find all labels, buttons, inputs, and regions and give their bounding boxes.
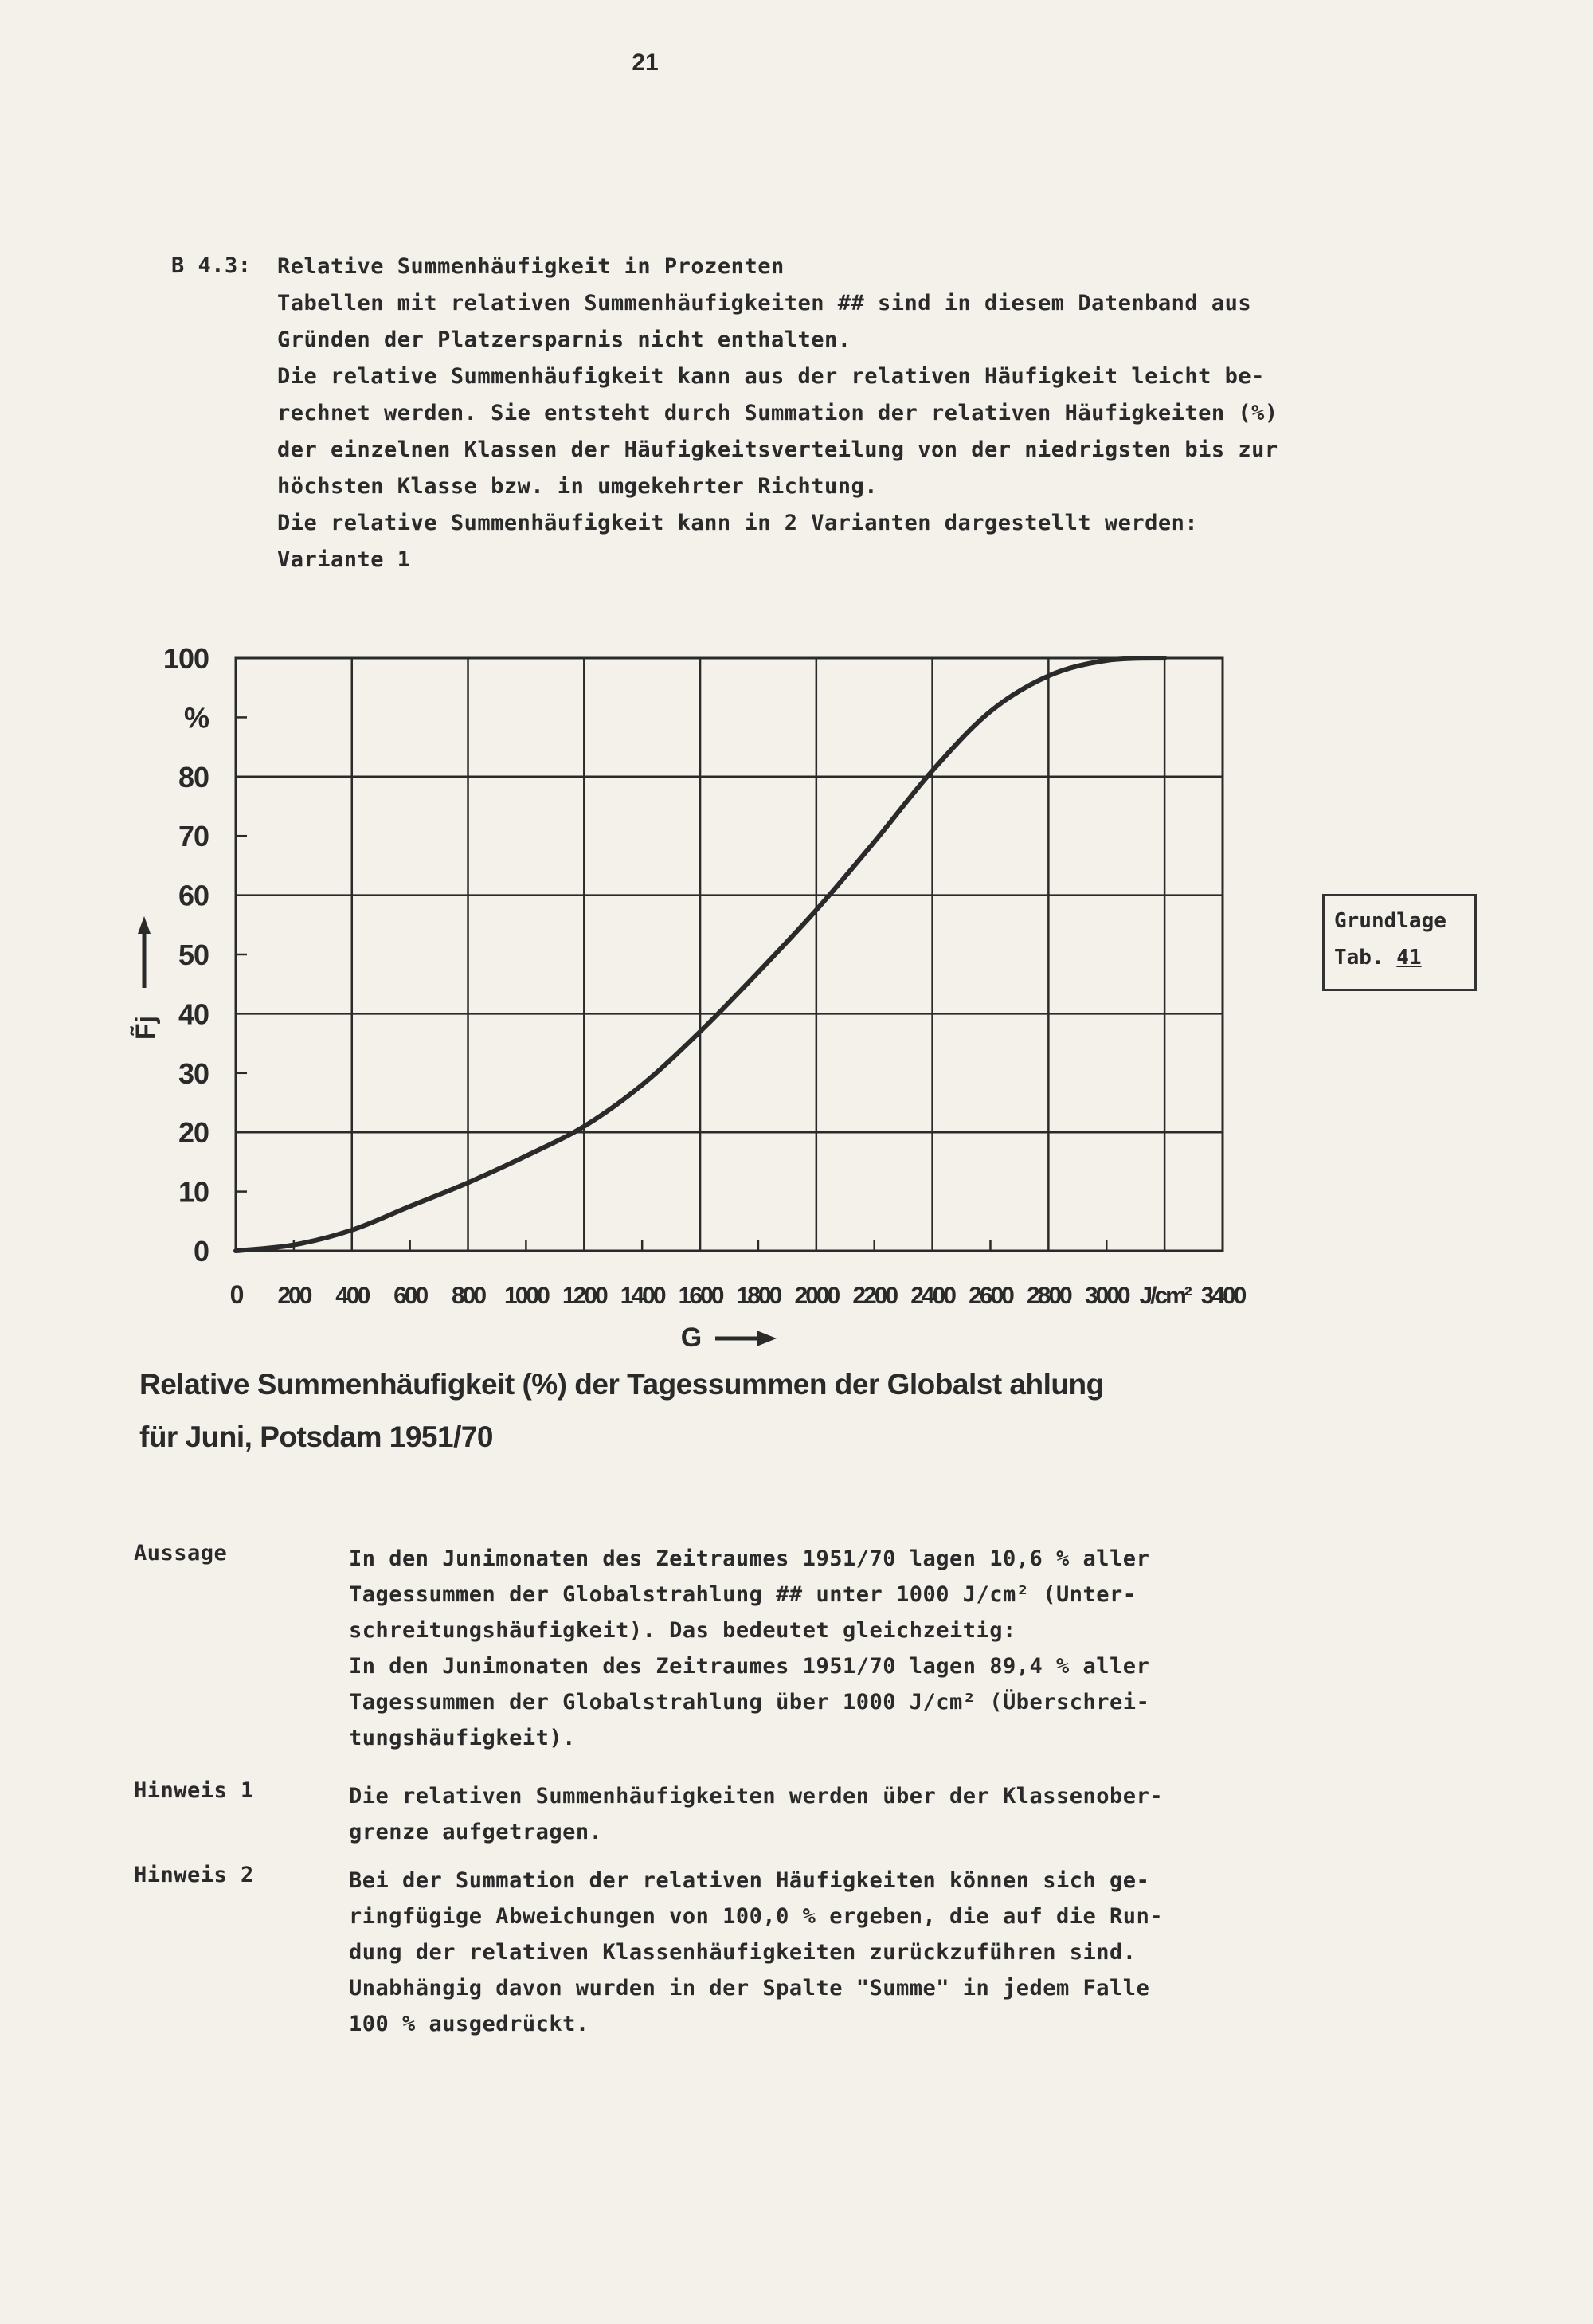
y-tick-label: 40 — [178, 997, 209, 1031]
paragraph-line: Die relative Summenhäufigkeit kann aus der relativen Häufigkeit leicht be- — [277, 364, 1265, 389]
x-tick-label: 600 — [393, 1283, 427, 1309]
paragraph-line: Tabellen mit relativen Summenhäufigkeiten ## sind in diesem Datenband aus — [277, 291, 1252, 315]
x-tick-label: 2400 — [910, 1283, 954, 1309]
figure-caption — [139, 1358, 1175, 1464]
note-line: Tagessummen der Globalstrahlung über 1000 J/cm² (Überschrei- — [349, 1690, 1150, 1715]
x-tick-label: J/cm² — [1139, 1283, 1190, 1309]
note-line: In den Junimonaten des Zeitraumes 1951/70 lagen 10,6 % aller — [349, 1546, 1150, 1571]
paragraph-line: der einzelnen Klassen der Häufigkeitsverteilung von der niedrigsten bis zur — [277, 437, 1278, 462]
y-tick-label: 70 — [178, 820, 209, 853]
reference-table-number: 41 — [1396, 946, 1422, 970]
x-axis-label: G — [680, 1323, 703, 1353]
x-tick-labels — [230, 1280, 1247, 1309]
x-tick-label: 1400 — [620, 1283, 664, 1309]
note-label: Hinweis 1 — [134, 1778, 254, 1803]
x-tick-label: 3000 — [1084, 1283, 1129, 1309]
paragraph-line: höchsten Klasse bzw. in umgekehrter Richtung. — [277, 474, 878, 499]
x-tick-label: 1800 — [736, 1283, 781, 1309]
y-tick-label: 0 — [193, 1235, 209, 1268]
x-tick-label: 400 — [335, 1283, 369, 1309]
x-tick-label: 2800 — [1026, 1283, 1070, 1309]
x-axis-title — [681, 1323, 777, 1353]
reference-prefix: Tab. — [1334, 946, 1397, 970]
note-body — [349, 1778, 1464, 1850]
y-axis-arrow-head — [138, 916, 151, 934]
x-tick-label: 1200 — [562, 1283, 606, 1309]
plot-frame — [236, 658, 1223, 1251]
y-tick-label: % — [183, 701, 209, 735]
y-tick-labels — [163, 642, 209, 1268]
x-tick-label: 1000 — [504, 1283, 548, 1309]
note-line: In den Junimonaten des Zeitraumes 1951/70 lagen 89,4 % aller — [349, 1654, 1150, 1679]
y-tick-label: 10 — [178, 1175, 209, 1209]
y-axis-title — [130, 916, 161, 1040]
section-title: Relative Summenhäufigkeit in Prozenten — [277, 254, 785, 279]
note-label: Aussage — [134, 1541, 228, 1566]
note-body — [349, 1863, 1464, 2042]
y-tick-label: 50 — [178, 939, 209, 971]
y-axis-label: F̃j — [131, 1015, 161, 1041]
y-tick-label: 80 — [178, 760, 209, 794]
x-tick-label: 1600 — [678, 1283, 722, 1309]
note-line: Unabhängig davon wurden in der Spalte "Summe" in jedem Falle — [349, 1976, 1150, 2001]
caption-line: für Juni, Potsdam 1951/70 — [139, 1421, 494, 1453]
y-tick-label: 20 — [178, 1116, 209, 1150]
caption-line: Relative Summenhäufigkeit (%) der Tagessummen der Globalst ahlung — [139, 1368, 1104, 1401]
x-tick-label: 800 — [451, 1283, 485, 1309]
paragraph-line: Gründen der Platzersparnis nicht enthalten. — [277, 327, 851, 352]
x-tick-label: 2000 — [794, 1283, 839, 1309]
section-number: B 4.3: — [171, 253, 252, 278]
note-label: Hinweis 2 — [134, 1863, 254, 1887]
note-line: Die relativen Summenhäufigkeiten werden über der Klassenober- — [349, 1784, 1164, 1809]
note-line: dung der relativen Klassenhäufigkeiten zurückzuführen sind. — [349, 1940, 1137, 1965]
note-line: Tagessummen der Globalstrahlung ## unter 1000 J/cm² (Unter- — [349, 1582, 1137, 1607]
chart-grid — [236, 658, 1223, 1251]
variants-intro: Die relative Summenhäufigkeit kann in 2 Varianten dargestellt werden: — [277, 511, 1199, 535]
reference-box — [1322, 894, 1477, 991]
note-line: grenze aufgetragen. — [349, 1820, 603, 1844]
variant-label: Variante 1 — [277, 547, 411, 572]
y-tick-label: 100 — [162, 642, 209, 675]
page-number: 21 — [632, 49, 659, 76]
chart-ticks — [236, 717, 1106, 1251]
y-tick-label: 30 — [178, 1056, 209, 1090]
x-tick-label: 2600 — [969, 1283, 1012, 1309]
note-line: schreitungshäufigkeit). Das bedeutet gleichzeitig: — [349, 1618, 1016, 1643]
reference-label: Grundlage — [1334, 909, 1446, 933]
paragraph-line: rechnet werden. Sie entsteht durch Summation der relativen Häufigkeiten (%) — [277, 401, 1278, 425]
note-line: tungshäufigkeit). — [349, 1726, 576, 1750]
x-tick-label: 3400 — [1200, 1283, 1245, 1309]
note-line: Bei der Summation der relativen Häufigkeiten können sich ge- — [349, 1868, 1150, 1893]
note-line: ringfügige Abweichungen von 100,0 % ergeben, die auf die Run- — [349, 1904, 1164, 1929]
x-tick-label: 200 — [277, 1283, 311, 1309]
note-body — [349, 1541, 1464, 1756]
x-tick-label: 2200 — [852, 1283, 897, 1309]
note-line: 100 % ausgedrückt. — [349, 2012, 589, 2036]
reference-table — [1334, 939, 1465, 976]
x-tick-label: 0 — [229, 1280, 242, 1309]
x-axis-arrow-head — [757, 1331, 777, 1346]
y-tick-label: 60 — [178, 879, 209, 912]
